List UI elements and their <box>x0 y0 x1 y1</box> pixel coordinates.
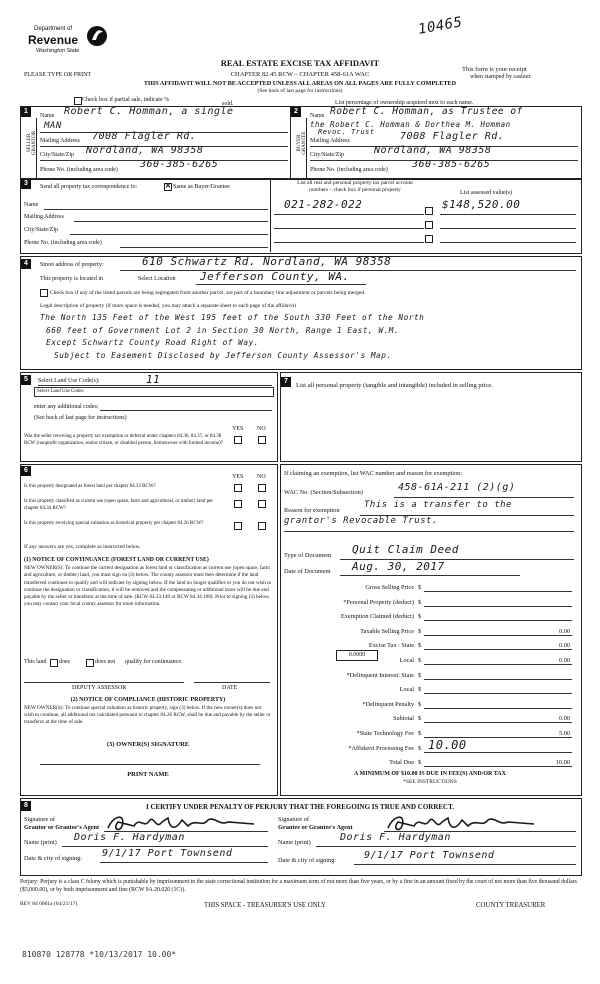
reason-field[interactable]: This is a transfer to the <box>364 500 512 510</box>
sec5-no-header: NO <box>257 426 266 432</box>
tax-row-label: *Delinquent Interest: State <box>346 671 414 679</box>
segregated-checkbox[interactable] <box>40 289 48 297</box>
personal-property-label: List all personal property (tangible and intangible) included in selling price. <box>296 382 493 389</box>
same-as-buyer-checkbox[interactable]: ✕ <box>165 182 171 190</box>
tax-row-label: Local <box>399 686 414 694</box>
grantor-name-field[interactable]: Doris F. Hardyman <box>74 832 185 843</box>
land-use-see-back: (See back of last page for instructions) <box>34 415 127 421</box>
seller-name-field-2[interactable]: MAN <box>44 121 62 131</box>
dept-line3: Washington State <box>36 48 80 54</box>
owner-signature-label: (3) OWNER(S) SIGNATURE <box>106 741 190 748</box>
send-correspondence-label: Send all property tax correspondence to: <box>40 184 138 190</box>
sec6-yes-header: YES <box>232 474 244 480</box>
assessed-value-field[interactable]: $148,520.00 <box>442 198 521 211</box>
section-7-marker: 7 <box>281 377 291 387</box>
county-treasurer: COUNTY TREASURER <box>476 902 546 909</box>
tax-row-dollar: $ <box>418 700 422 708</box>
tax-row-dollar: $ <box>418 744 422 752</box>
correspondence-name-label: Name <box>24 202 39 208</box>
tax-row-value[interactable]: 0.00 <box>558 657 570 664</box>
seller-city-label: City/State/Zip <box>40 152 74 158</box>
sec6-q1-no[interactable] <box>258 484 266 492</box>
dept-line1: Department of <box>34 26 73 32</box>
notice2-title: (2) NOTICE OF COMPLIANCE (HISTORIC PROPERTY) <box>70 697 226 703</box>
legal-description-line-3[interactable]: Except Schwartz County Road Right of Way. <box>46 338 259 347</box>
dor-swirl-icon <box>86 24 108 48</box>
partial-sale-checkbox[interactable] <box>74 97 82 105</box>
tax-row-dollar: $ <box>418 584 422 591</box>
not-accepted-note: THIS AFFIDAVIT WILL NOT BE ACCEPTED UNLESS ALL AREAS ON ALL PAGES ARE FULLY COMPLETED <box>143 80 457 87</box>
buyer-name-field[interactable]: Robert C. Homman, as Trustee of <box>330 106 523 117</box>
notice1-body: NEW OWNER(S): To continue the current designation as forest land or classification as current use (open space, farm and agriculture, or timber) land, you must sign on (3) below. The county assessor must then determine if the land transferred continues to qualify and will indicate by signing below. If the land no longer qualifies or you do not wish to continue the designation or classification, it will be removed and the compensating or additional taxes will be due and payable by the seller or transferor at the time of sale. (RCW 84.33.140 or RCW 84.34.108). Prior to signing (3) below, you may contact your local county assessor for more information. <box>24 565 272 608</box>
minimum-note: A MINIMUM OF $10.00 IS DUE IN FEE(S) AND/OR TAX <box>354 771 506 777</box>
legal-description-line-4[interactable]: Subject to Easement Disclosed by Jefferson County Assessor's Map. <box>54 351 392 360</box>
buyer-address-label: Mailing Address <box>310 138 350 144</box>
select-location-dropdown[interactable]: Select Location <box>138 276 176 282</box>
tax-row-dollar: $ <box>418 627 422 635</box>
sec6-q1-yes[interactable] <box>234 484 242 492</box>
grantee-name-field[interactable]: Doris F. Hardyman <box>340 832 451 843</box>
seller-address-label: Mailing Address <box>40 138 80 144</box>
buyer-side-label: BUYER GRANTEE <box>297 131 307 155</box>
buyer-name-label: Name <box>310 113 325 119</box>
tax-row-label: *Affidavit Processing Fee <box>348 744 414 752</box>
rev-number: REV 84 0001a (04/21/17) <box>20 901 78 907</box>
personal-property-checkbox-3[interactable] <box>425 235 433 243</box>
local-rate-value: 0.0000 <box>348 652 366 658</box>
exemption-question: Was the seller receiving a property tax exemption or deferral under chapters 84.36, 84.37, or 84.38 RCW (nonprofit organization, senior citizen, or disabled person, homeowner with limited income)? <box>24 434 223 446</box>
legal-description-line-2[interactable]: 660 feet of Government Lot 2 in Section 30 North, Range 1 East, W.M. <box>46 326 400 335</box>
personal-property-checkbox-2[interactable] <box>425 221 433 229</box>
sec6-if-yes: If any answers are yes, complete as instructed below. <box>24 544 141 550</box>
seller-phone-field[interactable]: 360-385-6265 <box>140 159 219 170</box>
please-type: PLEASE TYPE OR PRINT <box>24 72 92 78</box>
located-in-label: This property is located in <box>40 276 103 282</box>
tax-row-dollar: $ <box>418 730 422 737</box>
wac-label: WAC No. (Section/Subsection) <box>284 489 363 496</box>
street-address-label: Street address of property: <box>40 262 104 268</box>
segregated-note: Check box if any of the listed parcels are being segregated from another parcel, are part of a boundary line adjustment or parcels being merged. <box>50 290 366 296</box>
see-instructions: *SEE INSTRUCTIONS <box>403 779 457 785</box>
seller-side-label: SELLER GRANTOR <box>27 130 37 156</box>
tax-row-label: *Personal Property (deduct) <box>343 598 414 606</box>
sec5-no-checkbox[interactable] <box>258 436 266 444</box>
tax-row-label: *Delinquent Penalty <box>362 700 414 708</box>
certify-statement: I CERTIFY UNDER PENALTY OF PERJURY THAT THE FOREGOING IS TRUE AND CORRECT. <box>145 803 454 811</box>
land-does-not-checkbox[interactable] <box>86 659 94 667</box>
sec6-q2: Is this property classified as current use (open space, farm and agricultural, or timber) land per chapter 84.34 RCW? <box>24 499 213 511</box>
correspondence-phone-label: Phone No. (including area code) <box>24 240 102 246</box>
wac-field[interactable]: 458-61A-211 (2)(g) <box>398 482 516 493</box>
sec6-no-header: NO <box>257 474 266 480</box>
grantor-date-city-field[interactable]: 9/1/17 Port Townsend <box>102 848 233 859</box>
section-8-marker: 8 <box>21 801 31 811</box>
doc-date-label: Date of Document <box>284 568 331 575</box>
notice2-body: NEW OWNER(S): To continue special valuation as historic property, sign (3) below. If the new owner(s) does not wish to continue, all additional tax calculated pursuant to chapter 84.26 RCW, shall be due and payable by the seller or transferor at the time of sale. <box>24 705 271 725</box>
tax-row-dollar: $ <box>418 613 422 621</box>
partial-sale-sold: sold. <box>222 101 234 107</box>
grantor-sig-label-2: Grantor or Grantor's Agent <box>24 824 100 831</box>
land-does-label: does <box>59 659 70 665</box>
grantee-date-city-field[interactable]: 9/1/17 Port Townsend <box>364 850 495 861</box>
sec6-q3-yes[interactable] <box>234 522 242 530</box>
buyer-city-field[interactable]: Nordland, WA 98358 <box>374 145 492 156</box>
section-6-marker: 6 <box>21 466 31 476</box>
tax-row-dollar: $ <box>418 642 422 650</box>
sec5-yes-checkbox[interactable] <box>234 436 242 444</box>
handwritten-number: 10465 <box>416 14 464 38</box>
seller-city-field[interactable]: Nordland, WA 98358 <box>86 145 204 156</box>
dor-logo <box>24 22 114 62</box>
grantee-name-label: Name (print) <box>278 839 311 846</box>
sec6-q2-yes[interactable] <box>234 500 242 508</box>
buyer-name-field-2[interactable]: the Robert C. Homman & Dorthea M. Homman <box>310 120 511 129</box>
grantee-sig-label-1: Signature of <box>278 816 309 823</box>
parcel-number-field[interactable]: 021-282-022 <box>284 198 363 211</box>
tax-row-value[interactable]: 10.00 <box>555 759 570 767</box>
total-due-handwritten[interactable]: 10.00 <box>428 738 467 752</box>
tax-row-label: Excise Tax : State <box>368 642 414 650</box>
street-address-field[interactable]: 610 Schwartz Rd. Nordland, WA 98358 <box>142 255 392 268</box>
sec5-yes-header: YES <box>232 426 244 432</box>
legal-description-label: Legal description of property (if more space is needed, you may attach a separate sheet to each page of the affidavit) <box>40 303 296 309</box>
grantor-sig-label-1: Signature of <box>24 816 55 823</box>
doc-type-field[interactable]: Quit Claim Deed <box>352 543 459 556</box>
see-back-note: (See back of last page for instructions) <box>257 88 343 94</box>
grantee-sig-label-2: Grantee or Grantee's Agent <box>278 824 353 831</box>
tax-row-dollar: $ <box>418 686 422 694</box>
print-name-label: PRINT NAME <box>127 771 169 778</box>
tax-row-label: Taxable Selling Price <box>360 627 414 635</box>
tax-row-label: Gross Selling Price <box>365 584 414 591</box>
sec6-q3: Is this property receiving special valuation as historical property per chapter 84.26 RCW? <box>24 521 204 526</box>
grantor-name-label: Name (print) <box>24 839 57 846</box>
perjury-statement: Perjury: Perjury is a class C felony which is punishable by imprisonment in the state correctional institution for a maximum term of not more than five years, or by a fine in an amount fixed by the court of not more than five thousand dollars ($5,000.00), or by both imprisonment and fine (RCW 9A.20.020 (1C)). <box>20 879 577 893</box>
assessed-header: List assessed value(s) <box>460 190 512 196</box>
receipt-note1: This form is your receipt <box>462 66 527 73</box>
location-field[interactable]: Jefferson County, WA. <box>200 270 350 283</box>
reason-label: Reason for exemption <box>284 507 340 514</box>
legal-description-line-1[interactable]: The North 135 Feet of the West 195 feet of the South 330 Feet of the North <box>40 313 425 322</box>
tax-row-dollar: $ <box>418 759 422 767</box>
correspondence-address-label: Mailing Address <box>24 214 64 220</box>
this-land-label: This land <box>24 659 47 665</box>
same-as-buyer-label: Same as Buyer/Grantee <box>173 184 230 190</box>
dept-line2: Revenue <box>28 33 79 47</box>
seller-phone-label: Phone No. (including area code) <box>40 167 118 173</box>
tax-row-label: Exemption Claimed (deduct) <box>340 613 414 621</box>
tax-row-value[interactable]: 0.00 <box>558 627 570 635</box>
sec6-q1: Is this property designated as forest land per chapter 84.33 RCW? <box>24 484 156 489</box>
correspondence-city-label: City/State/Zip <box>24 227 58 233</box>
parcel-header-1: List all real and personal property tax parcel account <box>297 180 413 186</box>
tax-row-value[interactable]: 0.00 <box>558 715 570 723</box>
form-chapter: CHAPTER 82.45 RCW – CHAPTER 458-61A WAC <box>230 71 370 78</box>
local-rate-box[interactable] <box>336 650 378 661</box>
receipt-note2: when stamped by cashier. <box>470 74 532 80</box>
tax-row-dollar: $ <box>418 657 422 664</box>
tax-row-dollar: $ <box>418 671 422 679</box>
form-title: REAL ESTATE EXCISE TAX AFFIDAVIT <box>220 58 380 68</box>
tax-row-label: Total Due <box>389 759 414 767</box>
land-use-dropdown[interactable] <box>34 387 274 397</box>
grantee-date-city-label: Date & city of signing: <box>278 857 337 864</box>
additional-codes-label: enter any additional codes: <box>34 404 99 410</box>
sec6-q2-no[interactable] <box>258 500 266 508</box>
seller-address-field[interactable]: 7008 Flagler Rd. <box>92 131 197 142</box>
land-use-label: Select Land Use Code(s): <box>38 378 100 384</box>
reason-field-2[interactable]: grantor's Revocable Trust. <box>284 516 438 526</box>
tax-row-label: Subtotal <box>393 715 414 723</box>
partial-sale-label: Check box if partial sale, indicate % <box>82 97 170 103</box>
land-does-checkbox[interactable] <box>50 659 58 667</box>
treasurer-stamp: 810870 128778 *10/13/2017 10.00* <box>22 950 177 959</box>
section-1-marker: 1 <box>21 107 31 117</box>
tax-row-label: Local <box>399 657 414 664</box>
section-3-marker: 3 <box>21 179 31 189</box>
buyer-address-field[interactable]: 7008 Flagler Rd. <box>400 131 505 142</box>
seller-name-label: Name <box>40 113 55 119</box>
tax-row-dollar: $ <box>418 598 422 606</box>
sec6-q3-no[interactable] <box>258 522 266 530</box>
tax-row-label: *State Technology Fee <box>356 730 414 737</box>
buyer-phone-field[interactable]: 360-385-6265 <box>412 159 491 170</box>
land-use-dropdown-text: Select Land Use Codes <box>37 389 84 394</box>
grantor-date-city-label: Date & city of signing: <box>24 855 83 862</box>
land-does-not-label: does not <box>95 659 116 665</box>
treasurer-space: THIS SPACE - TREASURER'S USE ONLY <box>204 902 326 909</box>
doc-type-label: Type of Document <box>284 552 332 559</box>
buyer-city-label: City/State/Zip <box>310 152 344 158</box>
tax-row-value[interactable]: 0.00 <box>558 642 570 650</box>
personal-property-checkbox-1[interactable] <box>425 207 433 215</box>
tax-row-dollar: $ <box>418 715 422 723</box>
claiming-exemption-label: If claiming an exemption, list WAC number and reason for exemption: <box>284 470 463 477</box>
buyer-phone-label: Phone No. (including area code) <box>310 167 388 173</box>
land-use-value[interactable]: 11 <box>146 373 161 386</box>
parcel-header-2: numbers – check box if personal property <box>309 187 401 193</box>
section-4-marker: 4 <box>21 259 31 269</box>
seller-name-field[interactable]: Robert C. Homman, a single <box>64 106 234 117</box>
section-5-marker: 5 <box>21 375 31 385</box>
assessor-date-label: DATE <box>222 685 238 691</box>
deputy-assessor-label: DEPUTY ASSESSOR <box>72 685 127 691</box>
qualify-label: qualify for continuance. <box>125 659 183 665</box>
doc-date-field[interactable]: Aug. 30, 2017 <box>352 560 445 573</box>
section-2-marker: 2 <box>291 107 301 117</box>
tax-row-value[interactable]: 5.00 <box>558 730 570 737</box>
buyer-name-field-3[interactable]: Revoc. Trust <box>318 128 375 136</box>
notice1-title: (1) NOTICE OF CONTINUANCE (FOREST LAND OR CURRENT USE) <box>24 557 209 563</box>
ownership-note: List percentage of ownership acquired next to each name. <box>335 100 474 106</box>
parcel-header <box>272 180 438 194</box>
